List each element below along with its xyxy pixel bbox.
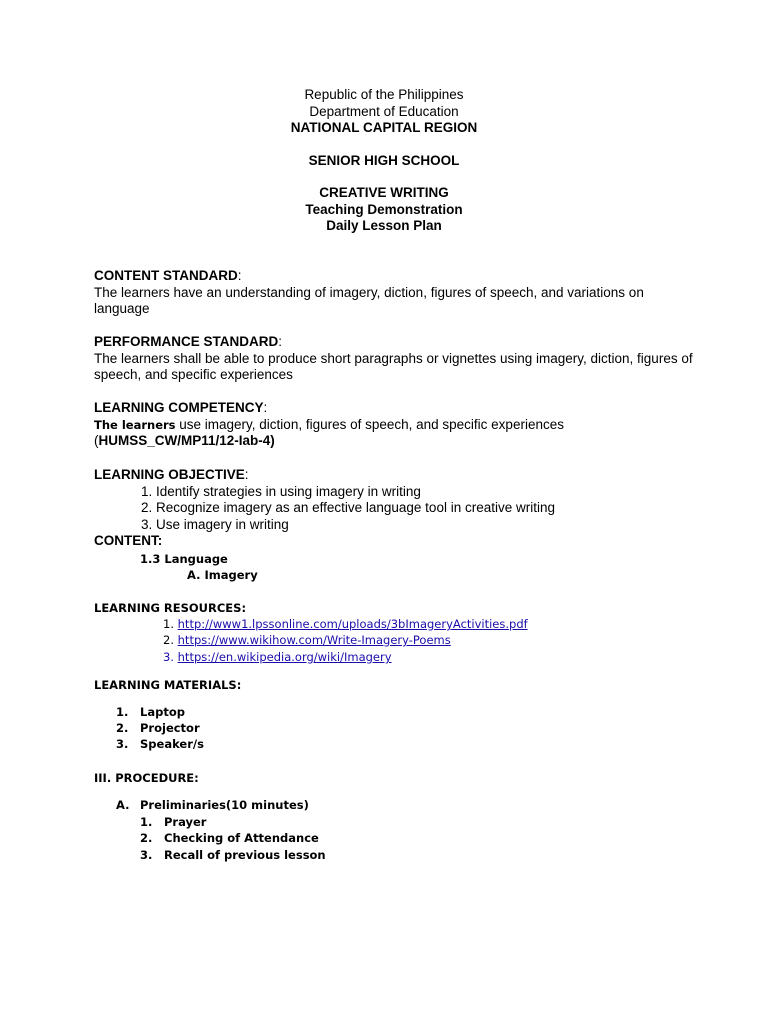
resource-number: 2. <box>163 633 174 647</box>
material-label: Speaker/s <box>140 737 204 751</box>
learning-resources-heading: LEARNING RESOURCES: <box>94 601 247 615</box>
objective-item: 3. Use imagery in writing <box>141 516 289 532</box>
procedure-number: 3. <box>140 848 153 862</box>
performance-standard-section: PERFORMANCE STANDARD: The learners shall be able to produce short paragraphs or vignettes using imagery, diction, figures of speech, and specific experiences <box>94 334 693 382</box>
procedure-label: Recall of previous lesson <box>164 848 326 862</box>
material-item <box>116 720 200 737</box>
header-department: Department of Education <box>309 103 459 119</box>
learning-objective-section: LEARNING OBJECTIVE: 1. Identify strategies in using imagery in writing 2. Recognize imagery as an effective language tool in creative writing 3. Use imagery in writing CONTENT: <box>94 467 694 550</box>
procedure-number: 2. <box>140 831 153 845</box>
resource-link[interactable]: http://www1.lpssonline.com/uploads/3bImageryActivities.pdf <box>177 617 528 631</box>
header-subject-block <box>0 185 768 235</box>
learning-competency-code: HUMSS_CW/MP11/12-Iab-4) <box>98 433 275 448</box>
content-sub: 1.3 Language <box>140 552 228 566</box>
document-header <box>0 87 768 137</box>
material-number: 1. <box>116 705 129 719</box>
learning-competency-heading: LEARNING COMPETENCY <box>94 400 264 415</box>
content-heading: CONTENT: <box>94 533 163 548</box>
resource-item <box>163 632 451 649</box>
content-standard-heading: CONTENT STANDARD <box>94 268 238 283</box>
procedure-section-label: Preliminaries(10 minutes) <box>140 798 309 812</box>
material-label: Laptop <box>140 705 185 719</box>
header-plan: Daily Lesson Plan <box>326 218 442 233</box>
material-number: 3. <box>116 737 129 751</box>
material-item <box>116 736 204 753</box>
resource-link[interactable]: https://en.wikipedia.org/wiki/Imagery <box>177 650 392 664</box>
learning-objective-heading: LEARNING OBJECTIVE <box>94 467 245 482</box>
learning-materials-heading: LEARNING MATERIALS: <box>94 678 242 692</box>
procedure-item <box>140 830 319 847</box>
header-demo: Teaching Demonstration <box>305 201 463 217</box>
material-item <box>116 704 185 721</box>
learning-competency-text: use imagery, diction, figures of speech, and specific experiences <box>175 416 564 432</box>
objective-item: 2. Recognize imagery as an effective language tool in creative writing <box>141 500 555 515</box>
procedure-section <box>116 797 309 814</box>
resource-item <box>163 649 392 666</box>
procedure-number: 1. <box>140 815 153 829</box>
resource-number: 1. <box>163 617 174 631</box>
content-standard-section: CONTENT STANDARD: The learners have an understanding of imagery, diction, figures of speech, and variations on language <box>94 268 694 318</box>
procedure-section-letter: A. <box>116 798 130 812</box>
performance-standard-text: The learners shall be able to produce short paragraphs or vignettes using imagery, diction, figures of speech, and specific experiences <box>94 350 693 382</box>
learning-competency-prefix: The learners <box>94 417 176 432</box>
objective-item: 1. Identify strategies in using imagery in writing <box>141 483 421 499</box>
header-school: SENIOR HIGH SCHOOL <box>308 153 460 168</box>
header-republic: Republic of the Philippines <box>304 87 464 102</box>
material-label: Projector <box>140 721 200 735</box>
procedure-heading: III. PROCEDURE: <box>94 771 199 785</box>
resource-item <box>163 616 528 633</box>
header-region: NATIONAL CAPITAL REGION <box>290 120 478 135</box>
content-subsub: A. Imagery <box>187 568 258 582</box>
procedure-label: Prayer <box>164 815 207 829</box>
performance-standard-heading: PERFORMANCE STANDARD <box>94 334 279 349</box>
content-standard-text: The learners have an understanding of imagery, diction, figures of speech, and variations on language <box>94 284 644 316</box>
header-subject: CREATIVE WRITING <box>319 185 449 200</box>
procedure-item <box>140 814 206 831</box>
procedure-label: Checking of Attendance <box>164 831 319 845</box>
learning-competency-section: LEARNING COMPETENCY: The learners use imagery, diction, figures of speech, and specific experiences (HUMSS_CW/MP11/12-Iab-4) <box>94 400 564 448</box>
resource-number: 3. <box>163 650 174 664</box>
procedure-item <box>140 847 326 864</box>
resource-link[interactable]: https://www.wikihow.com/Write-Imagery-Poems <box>177 633 451 647</box>
material-number: 2. <box>116 721 129 735</box>
